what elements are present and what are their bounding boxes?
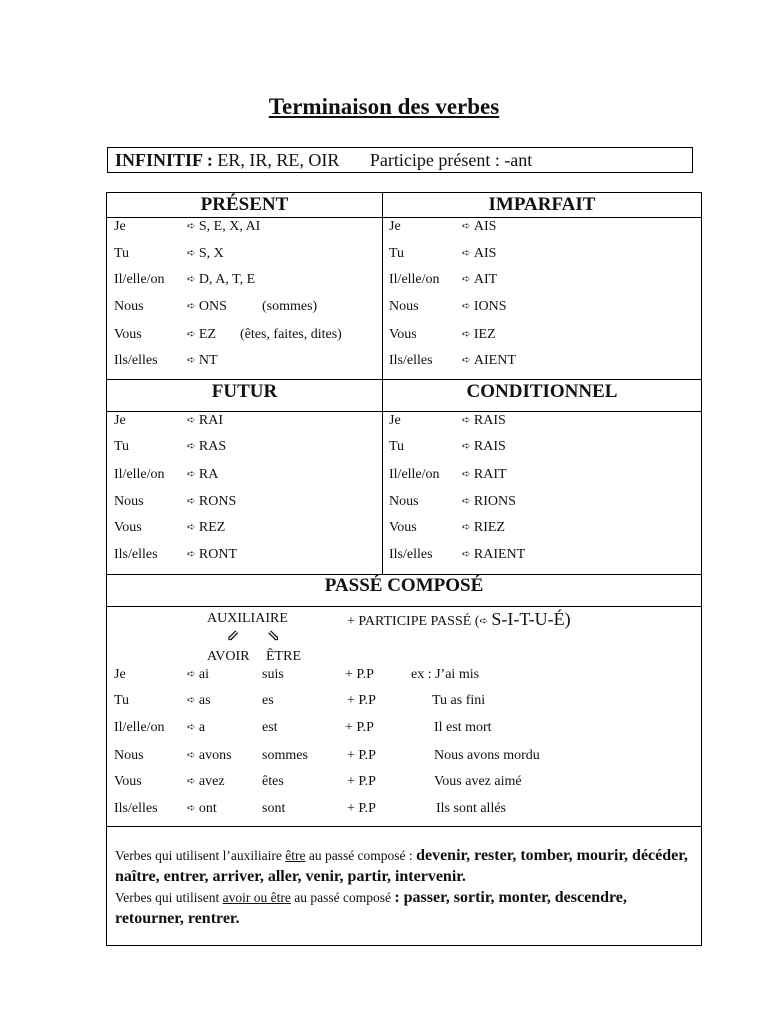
passe-etre-form: sont bbox=[262, 801, 286, 816]
futur-ending bbox=[187, 413, 223, 430]
passe-pp: + P.P bbox=[347, 774, 376, 789]
ending-text: AIS bbox=[473, 219, 497, 234]
passe-pp: + P.P bbox=[345, 720, 374, 735]
arrow-icon: ➪ bbox=[187, 522, 196, 533]
present-ending bbox=[187, 246, 224, 263]
present-note: (sommes) bbox=[262, 299, 318, 314]
conditionnel-ending bbox=[462, 467, 507, 484]
arrow-icon: ➪ bbox=[479, 616, 488, 627]
imparfait-ending bbox=[462, 219, 496, 236]
present-pronoun: Ils/elles bbox=[114, 353, 158, 368]
present-ending bbox=[187, 219, 260, 236]
infinitif-box bbox=[107, 147, 693, 173]
ending-text: ont bbox=[198, 801, 217, 816]
present-ending bbox=[187, 299, 227, 316]
conjugation-table bbox=[106, 192, 702, 946]
ending-text: IONS bbox=[473, 299, 507, 314]
passe-avoir-form bbox=[187, 748, 232, 765]
arrow-icon: ➪ bbox=[187, 221, 196, 232]
ending-text: S, E, X, AI bbox=[198, 219, 261, 234]
arrow-icon: ➪ bbox=[187, 469, 196, 480]
passe-pp: + P.P bbox=[345, 667, 374, 682]
passe-etre-form: êtes bbox=[262, 774, 284, 789]
passe-avoir-form bbox=[187, 774, 225, 791]
situe-label: S-I-T-U-É) bbox=[491, 609, 571, 629]
conditionnel-ending bbox=[462, 439, 506, 456]
ending-text: as bbox=[198, 693, 211, 708]
passe-example: Tu as fini bbox=[432, 693, 486, 708]
ending-text: RAIT bbox=[473, 467, 507, 482]
arrow-icon: ➪ bbox=[462, 469, 471, 480]
conditionnel-pronoun: Ils/elles bbox=[389, 547, 433, 562]
arrow-icon: ➪ bbox=[187, 441, 196, 452]
present-ending bbox=[187, 272, 255, 289]
note-text: au passé composé : bbox=[305, 848, 417, 863]
page-title: Terminaison des verbes bbox=[268, 94, 500, 119]
futur-pronoun: Ils/elles bbox=[114, 547, 158, 562]
arrow-icon: ➪ bbox=[462, 496, 471, 507]
ending-text: D, A, T, E bbox=[198, 272, 256, 287]
passe-example: Nous avons mordu bbox=[434, 748, 540, 763]
ending-text: RONT bbox=[198, 547, 238, 562]
imparfait-ending bbox=[462, 272, 497, 289]
ending-text: RAI bbox=[198, 413, 224, 428]
down-left-arrow-icon: ⇙ bbox=[226, 628, 240, 645]
ending-text: RONS bbox=[198, 494, 237, 509]
passe-pp: + P.P bbox=[347, 748, 376, 763]
present-pronoun: Je bbox=[114, 219, 126, 234]
passe-compose-heading: PASSÉ COMPOSÉ bbox=[324, 575, 484, 596]
ending-text: IEZ bbox=[473, 327, 496, 342]
futur-heading: FUTUR bbox=[211, 381, 278, 402]
arrow-icon: ➪ bbox=[187, 549, 196, 560]
passe-pronoun: Vous bbox=[114, 774, 142, 789]
passe-pronoun: Je bbox=[114, 667, 126, 682]
imparfait-ending bbox=[462, 353, 516, 370]
ending-text: RAIS bbox=[473, 413, 506, 428]
auxiliaire-label: AUXILIAIRE bbox=[207, 611, 288, 626]
arrow-icon: ➪ bbox=[187, 301, 196, 312]
ending-text: NT bbox=[198, 353, 218, 368]
arrow-icon: ➪ bbox=[187, 415, 196, 426]
divider bbox=[107, 411, 701, 412]
imparfait-pronoun: Nous bbox=[389, 299, 419, 314]
passe-example: Ils sont allés bbox=[436, 801, 506, 816]
arrow-icon: ➪ bbox=[187, 248, 196, 259]
ending-text: avez bbox=[198, 774, 225, 789]
present-ending bbox=[187, 353, 218, 370]
futur-ending bbox=[187, 547, 237, 564]
passe-avoir-form bbox=[187, 667, 209, 684]
conditionnel-heading: CONDITIONNEL bbox=[466, 381, 618, 402]
note-avoir-etre bbox=[115, 887, 697, 929]
passe-example: Il est mort bbox=[434, 720, 492, 735]
note-etre bbox=[115, 845, 697, 887]
ending-text: EZ bbox=[198, 327, 216, 342]
ending-text: RAIENT bbox=[473, 547, 526, 562]
imparfait-pronoun: Ils/elles bbox=[389, 353, 433, 368]
imparfait-pronoun: Tu bbox=[389, 246, 405, 261]
present-pronoun: Nous bbox=[114, 299, 144, 314]
note-text: au passé composé bbox=[290, 890, 395, 905]
arrow-icon: ➪ bbox=[462, 329, 471, 340]
arrow-icon: ➪ bbox=[187, 722, 196, 733]
conditionnel-ending bbox=[462, 413, 506, 430]
passe-pp: + P.P bbox=[347, 693, 376, 708]
futur-pronoun: Il/elle/on bbox=[114, 467, 165, 482]
avoir-label: AVOIR bbox=[207, 649, 250, 664]
arrow-icon: ➪ bbox=[462, 415, 471, 426]
conditionnel-ending bbox=[462, 520, 505, 537]
imparfait-ending bbox=[462, 246, 496, 263]
note-verbs: devenir, rester, tomber, mourir, décéder, naître, entrer, arriver, aller, venir, partir, intervenir. bbox=[115, 847, 688, 885]
imparfait-pronoun: Vous bbox=[389, 327, 417, 342]
etre-label: ÊTRE bbox=[266, 649, 301, 664]
conditionnel-pronoun: Je bbox=[389, 413, 401, 428]
down-right-arrow-icon: ⇘ bbox=[267, 628, 281, 645]
arrow-icon: ➪ bbox=[187, 750, 196, 761]
arrow-icon: ➪ bbox=[462, 549, 471, 560]
futur-ending bbox=[187, 439, 226, 456]
conditionnel-pronoun: Vous bbox=[389, 520, 417, 535]
arrow-icon: ➪ bbox=[187, 695, 196, 706]
arrow-icon: ➪ bbox=[462, 301, 471, 312]
arrow-icon: ➪ bbox=[462, 274, 471, 285]
arrow-icon: ➪ bbox=[187, 329, 196, 340]
passe-example: ex : J’ai mis bbox=[411, 667, 480, 682]
passe-pp: + P.P bbox=[347, 801, 376, 816]
arrow-icon: ➪ bbox=[187, 803, 196, 814]
passe-avoir-form bbox=[187, 693, 211, 710]
futur-ending bbox=[187, 494, 236, 511]
divider bbox=[107, 379, 701, 380]
arrow-icon: ➪ bbox=[187, 496, 196, 507]
futur-pronoun: Nous bbox=[114, 494, 144, 509]
arrow-icon: ➪ bbox=[462, 248, 471, 259]
passe-pronoun: Nous bbox=[114, 748, 144, 763]
futur-ending bbox=[187, 520, 225, 537]
imparfait-ending bbox=[462, 299, 507, 316]
imparfait-ending bbox=[462, 327, 496, 344]
present-pronoun: Vous bbox=[114, 327, 142, 342]
conditionnel-pronoun: Nous bbox=[389, 494, 419, 509]
divider bbox=[107, 826, 701, 827]
arrow-icon: ➪ bbox=[462, 441, 471, 452]
ending-text: a bbox=[198, 720, 206, 735]
ending-text: RIONS bbox=[473, 494, 516, 509]
divider bbox=[107, 606, 701, 607]
participe-passe-text: + PARTICIPE PASSÉ ( bbox=[347, 614, 480, 629]
conditionnel-pronoun: Tu bbox=[389, 439, 405, 454]
present-pronoun: Tu bbox=[114, 246, 130, 261]
infinitif-label: INFINITIF : bbox=[115, 150, 213, 170]
ending-text: AIS bbox=[473, 246, 497, 261]
imparfait-heading: IMPARFAIT bbox=[488, 194, 596, 215]
ending-text: RAIS bbox=[473, 439, 506, 454]
passe-etre-form: es bbox=[262, 693, 274, 708]
ending-text: ONS bbox=[198, 299, 227, 314]
passe-avoir-form bbox=[187, 801, 217, 818]
present-heading: PRÉSENT bbox=[200, 194, 289, 215]
conditionnel-ending bbox=[462, 547, 525, 564]
futur-pronoun: Je bbox=[114, 413, 126, 428]
ending-text: RA bbox=[198, 467, 219, 482]
note-verbs: : passer, sortir, monter, descendre, retourner, rentrer. bbox=[115, 889, 627, 927]
passe-etre-form: suis bbox=[262, 667, 284, 682]
passe-etre-form: est bbox=[262, 720, 278, 735]
imparfait-pronoun: Je bbox=[389, 219, 401, 234]
ending-text: AIT bbox=[473, 272, 498, 287]
note-text: Verbes qui utilisent l’auxiliaire bbox=[115, 848, 286, 863]
passe-pronoun: Tu bbox=[114, 693, 130, 708]
ending-text: RIEZ bbox=[473, 520, 505, 535]
divider bbox=[107, 217, 701, 218]
ending-text: RAS bbox=[198, 439, 227, 454]
passe-pronoun: Il/elle/on bbox=[114, 720, 165, 735]
arrow-icon: ➪ bbox=[187, 274, 196, 285]
ending-text: S, X bbox=[198, 246, 224, 261]
arrow-icon: ➪ bbox=[187, 776, 196, 787]
futur-ending bbox=[187, 467, 218, 484]
passe-example: Vous avez aimé bbox=[434, 774, 522, 789]
ending-text: avons bbox=[198, 748, 232, 763]
passe-etre-form: sommes bbox=[262, 748, 308, 763]
note-underlined: avoir ou être bbox=[222, 890, 291, 905]
arrow-icon: ➪ bbox=[187, 355, 196, 366]
futur-pronoun: Tu bbox=[114, 439, 130, 454]
arrow-icon: ➪ bbox=[187, 669, 196, 680]
notes bbox=[115, 845, 697, 929]
arrow-icon: ➪ bbox=[462, 221, 471, 232]
note-text: Verbes qui utilisent bbox=[115, 890, 223, 905]
infinitif-endings: ER, IR, RE, OIR bbox=[217, 150, 340, 170]
arrow-icon: ➪ bbox=[462, 355, 471, 366]
arrow-icon: ➪ bbox=[462, 522, 471, 533]
passe-avoir-form bbox=[187, 720, 205, 737]
participe-passe-label bbox=[347, 611, 571, 631]
note-underlined: être bbox=[285, 848, 306, 863]
passe-pronoun: Ils/elles bbox=[114, 801, 158, 816]
conditionnel-pronoun: Il/elle/on bbox=[389, 467, 440, 482]
present-pronoun: Il/elle/on bbox=[114, 272, 165, 287]
present-note: (êtes, faites, dites) bbox=[240, 327, 342, 342]
ending-text: AIENT bbox=[473, 353, 516, 368]
ending-text: ai bbox=[198, 667, 209, 682]
conditionnel-ending bbox=[462, 494, 516, 511]
futur-pronoun: Vous bbox=[114, 520, 142, 535]
present-ending bbox=[187, 327, 216, 344]
ending-text: REZ bbox=[198, 520, 226, 535]
participe-present: Participe présent : -ant bbox=[369, 150, 533, 170]
imparfait-pronoun: Il/elle/on bbox=[389, 272, 440, 287]
